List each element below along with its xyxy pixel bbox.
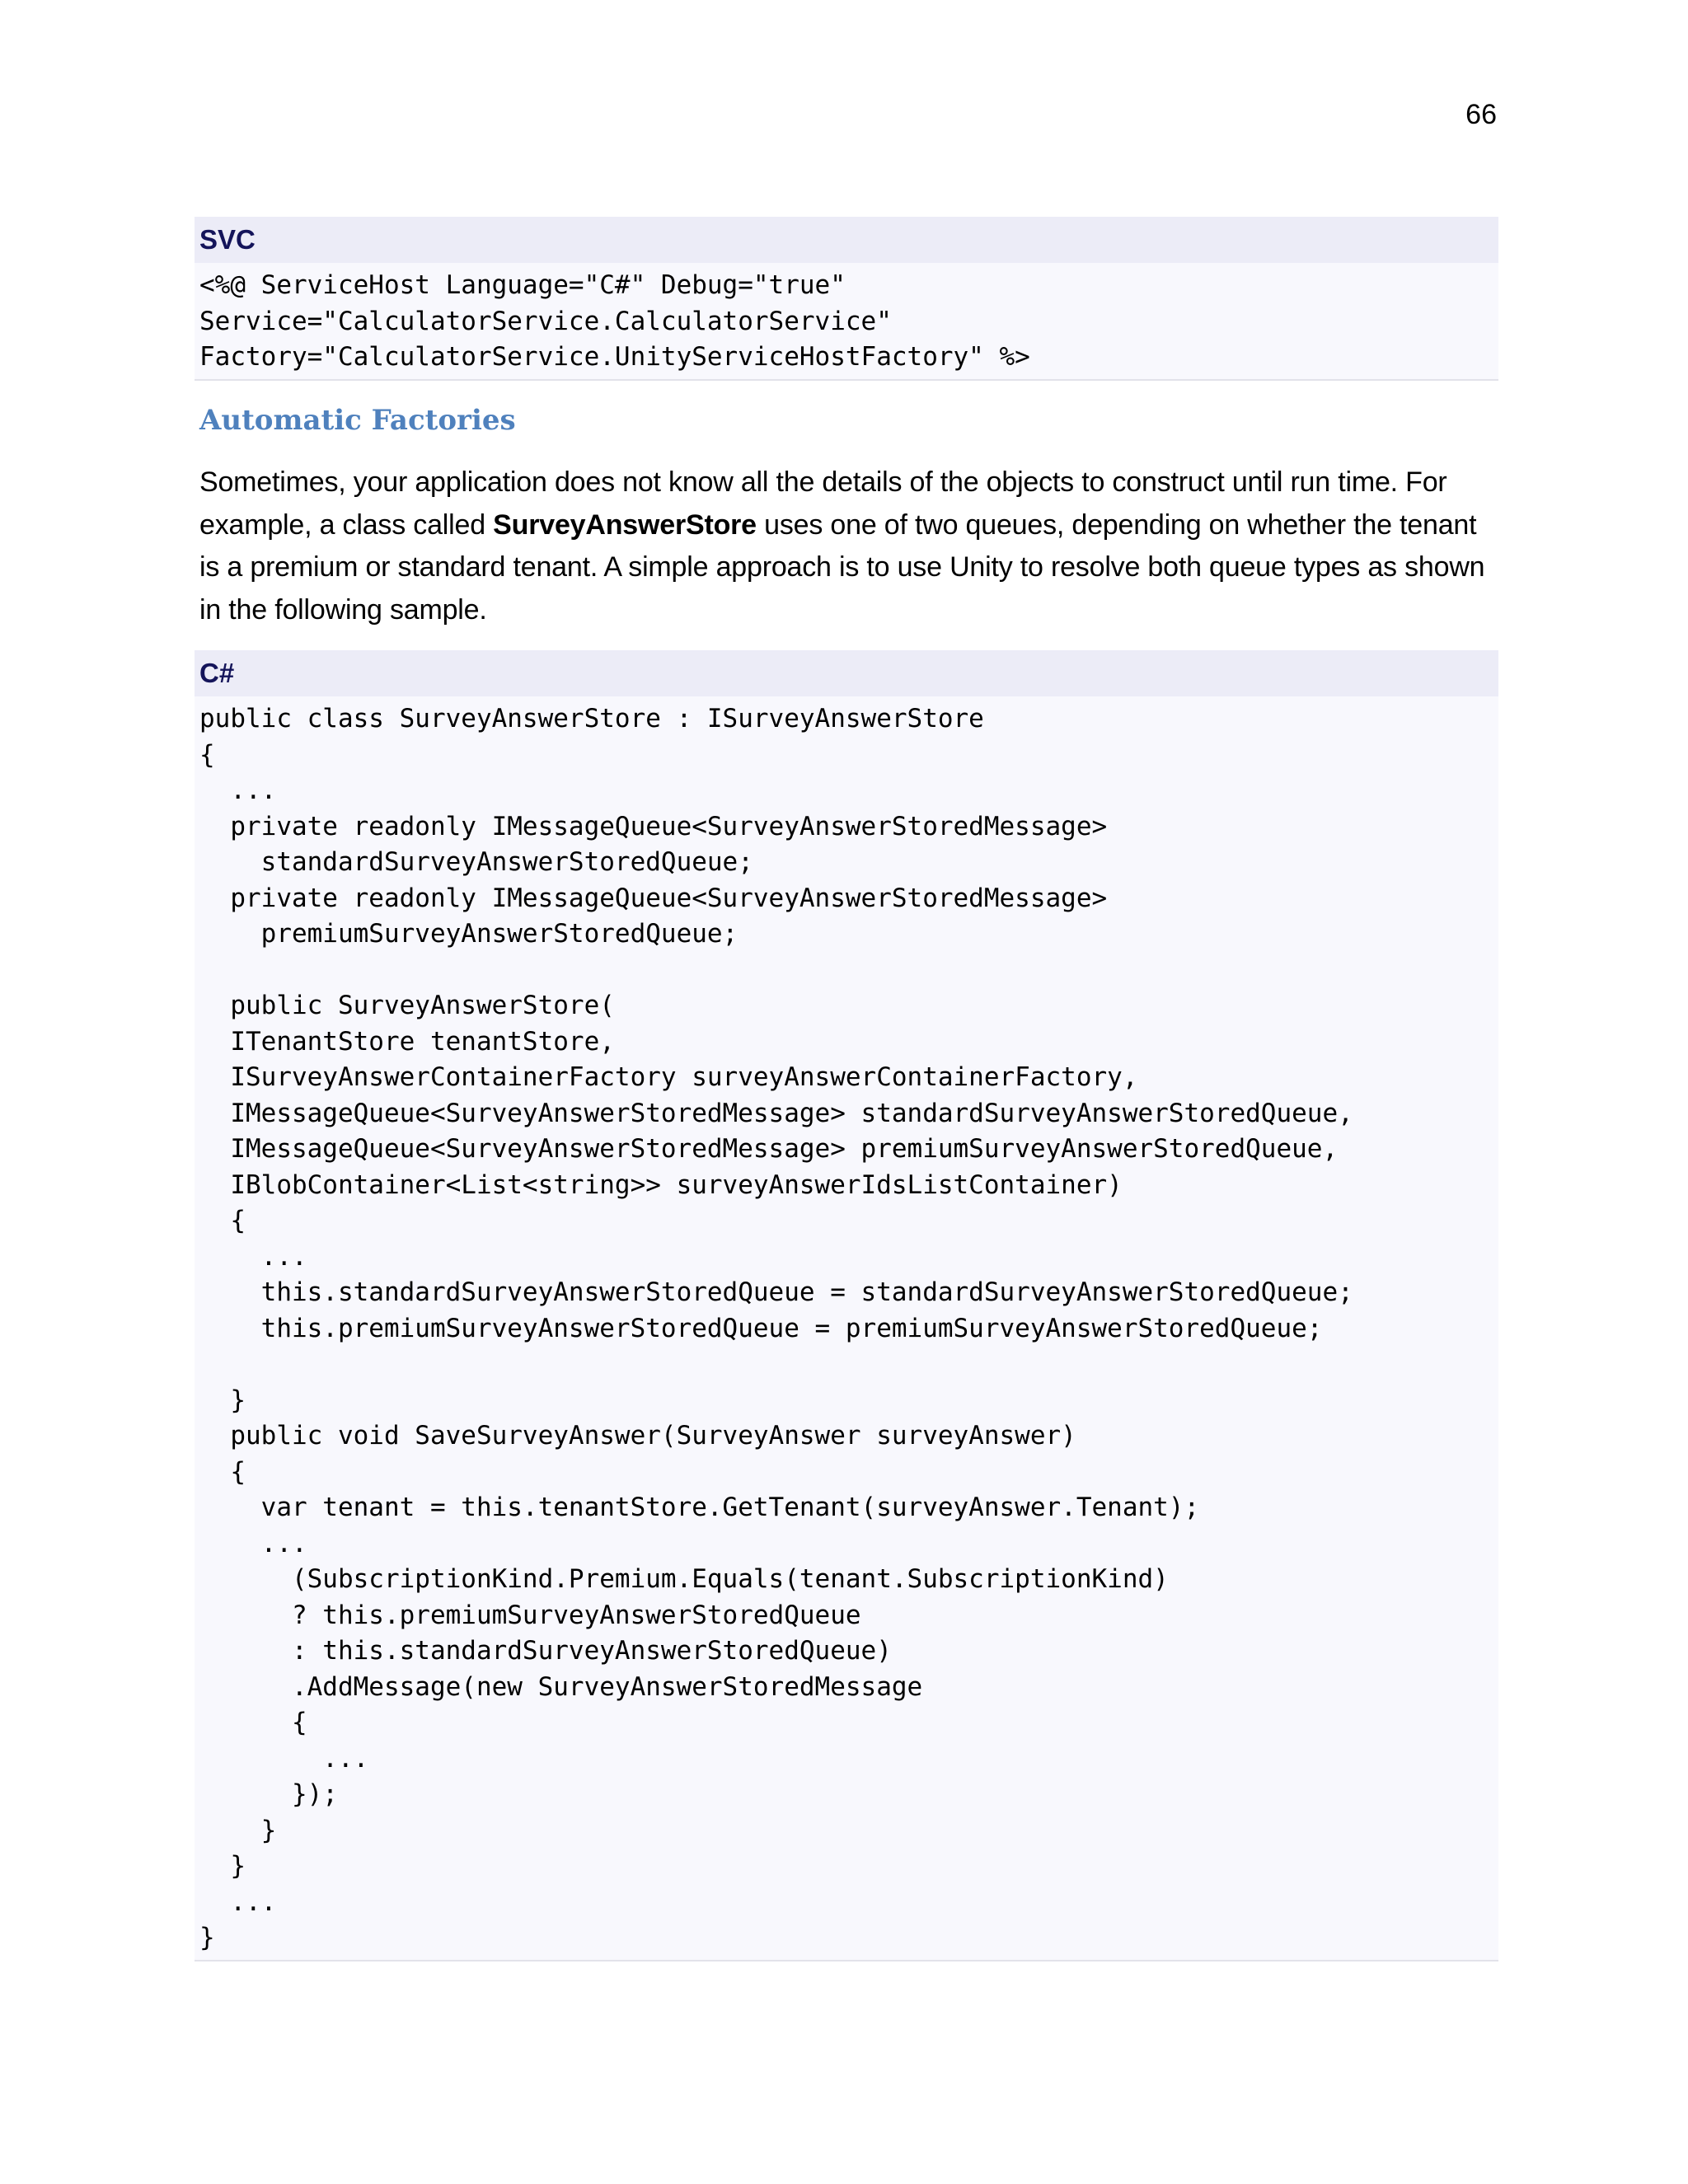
body-paragraph [199,462,1502,631]
page-number: 66 [1465,99,1497,130]
svc-code-label: SVC [195,217,1498,263]
section-heading: Automatic Factories [199,404,516,437]
csharp-code-block [195,650,1498,1961]
paragraph-text-end: uses one of two queues, depending on whether the tenant is a premium or standard tenant. A simple approach is to use Unity to resolve both queue types as shown in the following sample. [199,509,1485,626]
csharp-code-content: public class SurveyAnswerStore : ISurveyAnswerStore { ... private readonly IMessageQueue<SurveyAnswerStoredMessage> standardSurveyAnswerStoredQueue; private readonly IMessageQueue<SurveyAnswerStoredMessage> premiumSurveyAnswerStoredQueue; public SurveyAnswerStore( ITenantStore tenantStore, ISurveyAnswerContainerFactory surveyAnswerContainerFactory, IMessageQueue<SurveyAnswerStoredMessage> standardSurveyAnswerStoredQueue, IMessageQueue<SurveyAnswerStoredMessage> premiumSurveyAnswerStoredQueue, IBlobContainer<List<string>> surveyAnswerIdsListContainer) { ... this.standardSurveyAnswerStoredQueue = standardSurveyAnswerStoredQueue; this.premiumSurveyAnswerStoredQueue = premiumSurveyAnswerStoredQueue; } public void SaveSurveyAnswer(SurveyAnswer surveyAnswer) { var tenant = this.tenantStore.GetTenant(surveyAnswer.Tenant); ... (SubscriptionKind.Premium.Equals(tenant.SubscriptionKind) ? this.premiumSurveyAnswerStoredQueue : this.standardSurveyAnswerStoredQueue) .AddMessage(new SurveyAnswerStoredMessage { ... }); } } ... } [199,704,1353,1952]
svc-code-content: <%@ ServiceHost Language="C#" Debug="true" Service="CalculatorService.CalculatorService" Factory="CalculatorService.UnityServiceHostFactory" %> [199,270,1030,372]
csharp-code-label: C# [195,650,1498,696]
paragraph-text-start: Sometimes, your application does not know all the details of the objects to construct until run time. For example, a class called [199,466,1447,541]
class-name-emphasis: SurveyAnswerStore [493,509,757,541]
svc-code-block [195,217,1498,381]
